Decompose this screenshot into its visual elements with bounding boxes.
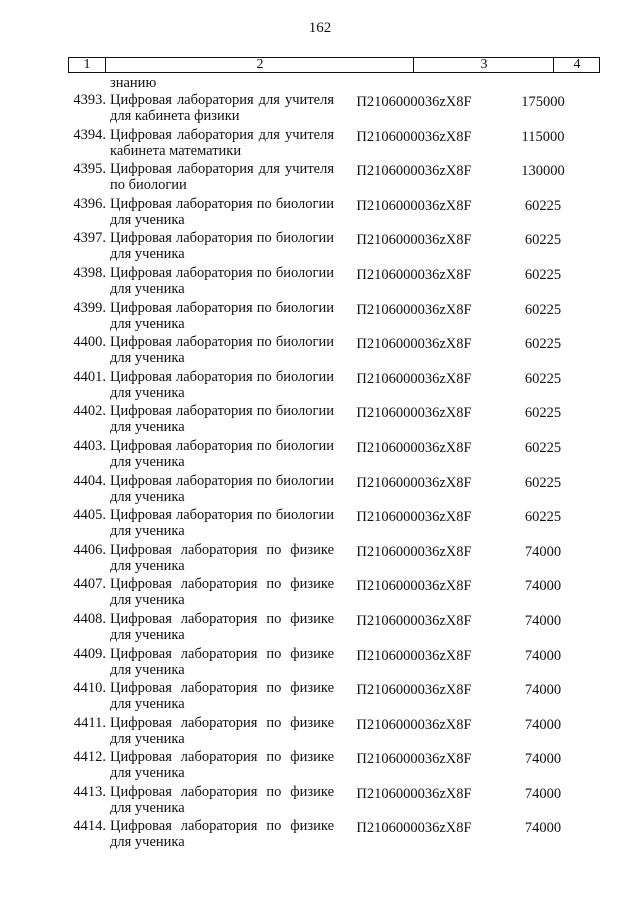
row-code: П2106000036zX8F xyxy=(356,751,472,768)
header-col-1: 1 xyxy=(83,57,91,72)
row-number: 4398. xyxy=(73,264,106,281)
row-price: 74000 xyxy=(524,543,562,560)
row-price: 60225 xyxy=(524,197,562,214)
row-number: 4413. xyxy=(73,783,106,800)
row-code: П2106000036zX8F xyxy=(356,301,472,318)
row-code: П2106000036zX8F xyxy=(356,612,472,629)
row-code: П2106000036zX8F xyxy=(356,716,472,733)
row-price: 60225 xyxy=(524,301,562,318)
table-row xyxy=(0,680,640,715)
row-name: Цифровая лаборатория по биологии для ученика xyxy=(110,403,334,436)
row-code: П2106000036zX8F xyxy=(356,509,472,526)
row-number: 4393. xyxy=(73,92,106,108)
row-price: 175000 xyxy=(521,94,565,110)
row-price: 74000 xyxy=(524,785,562,802)
header-col-2: 2 xyxy=(105,58,414,72)
row-name: Цифровая лаборатория по биологии для ученика xyxy=(110,472,334,505)
row-price: 60225 xyxy=(524,232,562,249)
header-col-3: 3 xyxy=(413,58,554,72)
row-price: 74000 xyxy=(524,682,562,699)
table-row xyxy=(0,576,640,611)
row-price: 74000 xyxy=(524,647,562,664)
row-name: Цифровая лаборатория для учителя по биологии xyxy=(110,161,334,194)
row-code: П2106000036zX8F xyxy=(356,370,472,387)
row-price: 74000 xyxy=(524,751,562,768)
table-row xyxy=(0,646,640,681)
row-number: 4394. xyxy=(73,126,106,143)
row-number: 4400. xyxy=(73,334,106,351)
table-row xyxy=(0,507,640,542)
row-price: 60225 xyxy=(524,474,562,491)
row-name: Цифровая лаборатория по биологии для ученика xyxy=(110,230,334,263)
table-header xyxy=(68,57,600,73)
row-number: 4401. xyxy=(73,368,106,385)
row-price: 60225 xyxy=(524,405,562,422)
table-row xyxy=(0,127,640,162)
table-row xyxy=(0,92,640,127)
row-number: 4399. xyxy=(73,299,106,316)
row-code: П2106000036zX8F xyxy=(356,163,472,180)
row-name: Цифровая лаборатория по физике для ученика xyxy=(110,714,334,747)
row-price: 74000 xyxy=(524,612,562,629)
row-number: 4408. xyxy=(73,610,106,627)
row-code: П2106000036zX8F xyxy=(356,820,472,837)
table-row xyxy=(0,438,640,473)
table-row xyxy=(0,265,640,300)
table-row xyxy=(0,784,640,819)
table-row xyxy=(0,542,640,577)
row-price: 60225 xyxy=(524,370,562,387)
row-number: 4409. xyxy=(73,645,106,662)
row-number: 4402. xyxy=(73,403,106,420)
row-code: П2106000036zX8F xyxy=(356,439,472,456)
row-price: 60225 xyxy=(524,509,562,526)
row-name: Цифровая лаборатория по биологии для ученика xyxy=(110,437,334,470)
row-name: Цифровая лаборатория по физике для ученика xyxy=(110,576,334,609)
row-name: Цифровая лаборатория по биологии для ученика xyxy=(110,368,334,401)
table-row xyxy=(0,473,640,508)
row-price: 74000 xyxy=(524,716,562,733)
row-number: 4410. xyxy=(73,680,106,697)
row-name: Цифровая лаборатория по биологии для ученика xyxy=(110,195,334,228)
table-row xyxy=(0,749,640,784)
table-row xyxy=(0,403,640,438)
row-code: П2106000036zX8F xyxy=(356,578,472,595)
row-code: П2106000036zX8F xyxy=(356,785,472,802)
row-price: 60225 xyxy=(524,336,562,353)
row-price: 74000 xyxy=(524,820,562,837)
table-row xyxy=(0,818,640,853)
row-number: 4403. xyxy=(73,437,106,454)
row-price: 60225 xyxy=(524,439,562,456)
row-name: Цифровая лаборатория по биологии для ученика xyxy=(110,334,334,367)
row-code: П2106000036zX8F xyxy=(356,232,472,249)
row-name: Цифровая лаборатория по биологии для ученика xyxy=(110,507,334,540)
row-code: П2106000036zX8F xyxy=(356,128,472,145)
table-row xyxy=(0,300,640,335)
row-code: П2106000036zX8F xyxy=(356,197,472,214)
row-name: Цифровая лаборатория по физике для ученика xyxy=(110,541,334,574)
row-name: Цифровая лаборатория для учителя для кабинета физики xyxy=(110,92,334,124)
continuation-text: знанию xyxy=(110,75,157,91)
row-name: Цифровая лаборатория по биологии для ученика xyxy=(110,264,334,297)
row-code: П2106000036zX8F xyxy=(356,682,472,699)
row-name: Цифровая лаборатория по биологии для ученика xyxy=(110,299,334,332)
row-code: П2106000036zX8F xyxy=(356,474,472,491)
row-name: Цифровая лаборатория по физике для ученика xyxy=(110,749,334,782)
table-row xyxy=(0,161,640,196)
row-name: Цифровая лаборатория по физике для ученика xyxy=(110,645,334,678)
row-number: 4412. xyxy=(73,749,106,766)
table-row xyxy=(0,611,640,646)
row-name: Цифровая лаборатория по физике для ученика xyxy=(110,610,334,643)
row-number: 4396. xyxy=(73,195,106,212)
row-number: 4406. xyxy=(73,541,106,558)
row-price: 74000 xyxy=(524,578,562,595)
table-body xyxy=(0,92,640,853)
table-row xyxy=(0,715,640,750)
page-number: 162 xyxy=(308,20,332,36)
row-number: 4405. xyxy=(73,507,106,524)
row-code: П2106000036zX8F xyxy=(356,543,472,560)
row-number: 4407. xyxy=(73,576,106,593)
row-number: 4414. xyxy=(73,818,106,835)
row-number: 4395. xyxy=(73,161,106,178)
row-price: 60225 xyxy=(524,266,562,283)
row-code: П2106000036zX8F xyxy=(356,266,472,283)
row-number: 4411. xyxy=(73,714,106,731)
table-row xyxy=(0,230,640,265)
table-row xyxy=(0,369,640,404)
row-number: 4404. xyxy=(73,472,106,489)
table-row xyxy=(0,334,640,369)
row-price: 130000 xyxy=(521,163,565,180)
row-name: Цифровая лаборатория по физике для ученика xyxy=(110,818,334,851)
row-name: Цифровая лаборатория по физике для ученика xyxy=(110,783,334,816)
row-name: Цифровая лаборатория по физике для ученика xyxy=(110,680,334,713)
header-col-4: 4 xyxy=(553,58,600,72)
row-code: П2106000036zX8F xyxy=(356,405,472,422)
row-number: 4397. xyxy=(73,230,106,247)
row-name: Цифровая лаборатория для учителя кабинета математики xyxy=(110,126,334,159)
row-price: 115000 xyxy=(521,128,565,145)
row-code: П2106000036zX8F xyxy=(356,647,472,664)
table-row xyxy=(0,196,640,231)
row-code: П2106000036zX8F xyxy=(356,94,472,110)
row-code: П2106000036zX8F xyxy=(356,336,472,353)
